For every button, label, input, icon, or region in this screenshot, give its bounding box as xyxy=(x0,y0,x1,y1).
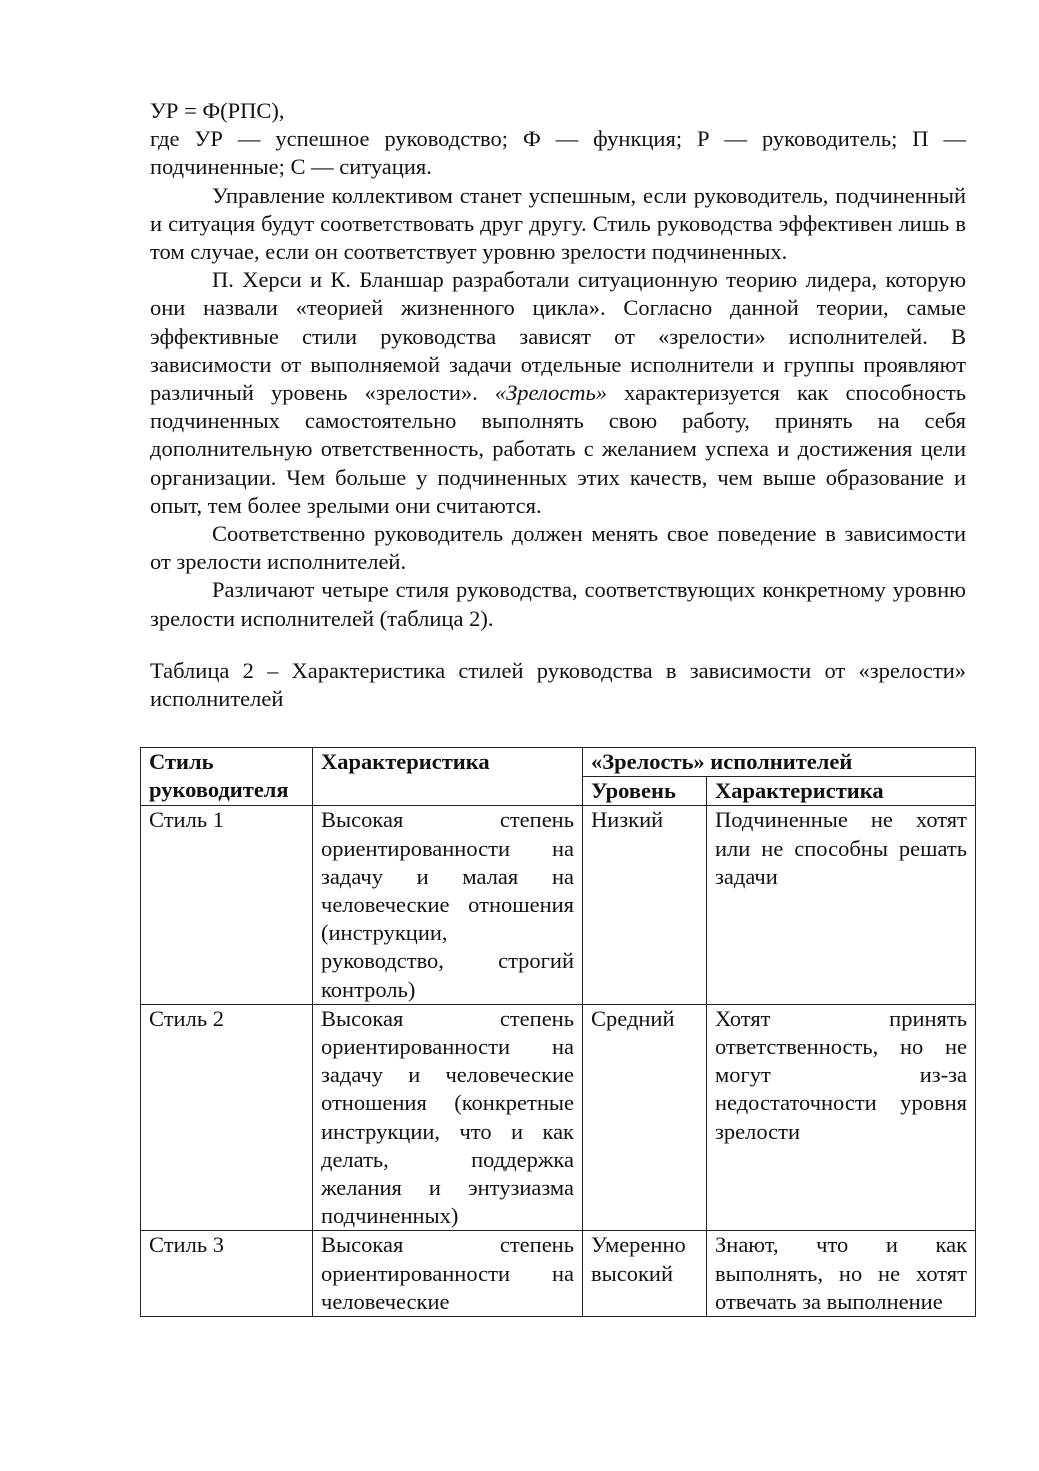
cell-maturity-characteristic: Подчиненные не хотят или не способны решать задачи xyxy=(707,806,976,1004)
paragraph-4: Различают четыре стиля руководства, соответствующих конкретному уровню зрелости исполнителей (таблица 2). xyxy=(150,577,966,631)
formula: УР = Ф(РПС), xyxy=(150,98,285,123)
cell-level: Умеренно высокий xyxy=(583,1231,707,1317)
table-header-row xyxy=(141,748,976,777)
paragraph-1: Управление коллективом станет успешным, если руководитель, подчиненный и ситуация будут соответствовать друг другу. Стиль руководства эффективен лишь в том случае, если он соответствует уровню зрелости подчиненных. xyxy=(150,182,966,265)
paragraph-2-emphasis: «Зрелость» xyxy=(494,380,608,406)
cell-maturity-characteristic: Хотят принять ответственность, но не могут из-за недостаточности уровня зрелости xyxy=(707,1004,976,1231)
formula-legend: где УР — успешное руководство; Ф — функция; Р — руководитель; П — подчиненные; С — ситуация. xyxy=(150,126,966,180)
leadership-styles-table xyxy=(140,747,976,1317)
table-row xyxy=(141,1231,976,1317)
cell-level: Низкий xyxy=(583,806,707,1004)
cell-maturity-characteristic: Знают, что и как выполнять, но не хотят отвечать за выполнение xyxy=(707,1231,976,1317)
cell-characteristic: Высокая степень ориентированности на задачу и малая на человеческие отношения (инструкции, руководство, строгий контроль) xyxy=(313,806,583,1004)
cell-characteristic: Высокая степень ориентированности на задачу и человеческие отношения (конкретные инструкции, что и как делать, поддержка желания и энтузиазма подчиненных) xyxy=(313,1004,583,1231)
header-maturity-characteristic: Характеристика xyxy=(707,777,976,806)
header-style: Стиль руководителя xyxy=(141,748,313,806)
cell-characteristic: Высокая степень ориентированности на человеческие xyxy=(313,1231,583,1317)
paragraph-3: Соответственно руководитель должен менять свое поведение в зависимости от зрелости исполнителей. xyxy=(150,521,966,575)
header-maturity: «Зрелость» исполнителей xyxy=(583,748,976,777)
header-characteristic: Характеристика xyxy=(313,748,583,806)
table-row xyxy=(141,806,976,1004)
table-row xyxy=(141,1004,976,1231)
cell-style: Стиль 1 xyxy=(141,806,313,1004)
table-caption: Таблица 2 – Характеристика стилей руководства в зависимости от «зрелости» исполнителей xyxy=(150,657,966,712)
cell-style: Стиль 3 xyxy=(141,1231,313,1317)
paragraph-2-part-2: характеризуется как способность подчиненных самостоятельно выполнять свою работу, принять на себя дополнительную ответственность, работать с желанием успеха и достижения цели организации. Чем больше у подчиненных этих качеств, чем выше образование и опыт, тем более зрелыми они считаются. xyxy=(150,380,967,518)
cell-level: Средний xyxy=(583,1004,707,1231)
cell-style: Стиль 2 xyxy=(141,1004,313,1231)
paragraph-2-part-1: П. Херси и К. Бланшар разработали ситуационную теорию лидера, которую они назвали «теорией жизненного цикла». Согласно данной теории, самые эффективные стили руководства зависят от «зрелости» исполнителей. В зависимости от выполняемой задачи отдельные исполнители и группы проявляют различный уровень «зрелости». xyxy=(150,267,966,406)
header-level: Уровень xyxy=(583,777,707,806)
body-text xyxy=(150,97,966,713)
paragraph-2 xyxy=(150,266,966,520)
